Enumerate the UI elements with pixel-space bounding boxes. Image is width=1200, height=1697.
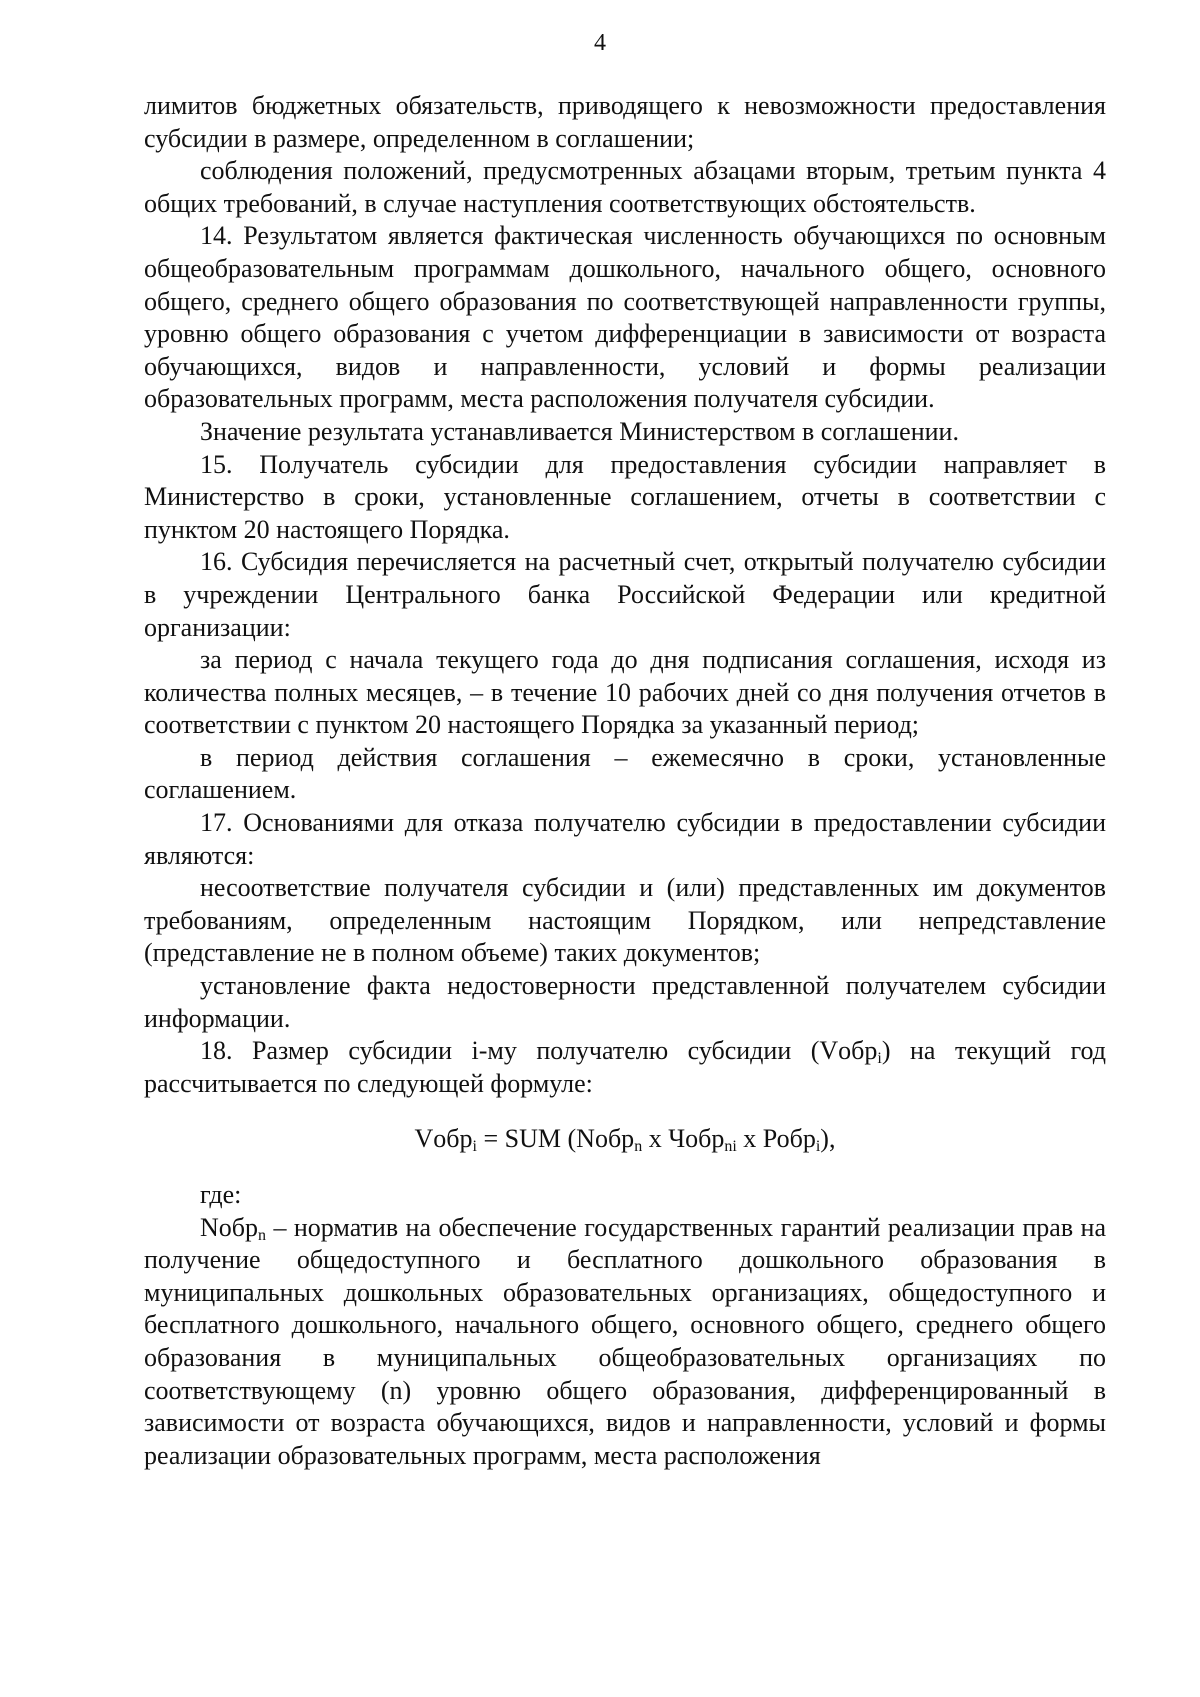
text-fragment: – норматив на обеспечение государственных гарантий реализации прав на получение общедоступного и бесплатного дошкольного образования в муниципальных дошкольных образовательных организациях, общедоступного и бесплатного дошкольного, начального общего, основного общего, среднего общего образования в муниципальных общеобразовательных организациях по соответствующему (n) уровню общего образования, дифференцированный в зависимости от возраста обучающихся, видов и направленности, условий и формы реализации образовательных программ, места расположения	[144, 1212, 1106, 1470]
paragraph-where: где:	[200, 1180, 242, 1209]
paragraph-result-value: Значение результата устанавливается Министерством в соглашении.	[200, 416, 959, 446]
formula-term: x Чобр	[642, 1124, 725, 1154]
subscript: i	[877, 1050, 882, 1068]
subscript: n	[258, 1226, 267, 1244]
document-body	[144, 90, 1106, 1472]
formula-term: Vобр	[414, 1124, 473, 1154]
formula-term: x Робр	[736, 1124, 816, 1154]
formula-subscript: ni	[724, 1138, 737, 1156]
paragraph-period-agreement: в период действия соглашения – ежемесячно в сроки, установленные соглашением.	[144, 742, 1106, 805]
text-fragment: ) на текущий год рассчитывается по следующей формуле:	[144, 1036, 1106, 1098]
paragraph-inaccuracy: установление факта недостоверности представленной получателем субсидии информации.	[144, 971, 1106, 1033]
text-fragment: Nобр	[200, 1212, 259, 1242]
paragraph-budget-limits: лимитов бюджетных обязательств, приводящего к невозможности предоставления субсидии в размере, определенном в соглашении;	[144, 91, 1106, 153]
formula-term: ),	[820, 1124, 836, 1154]
paragraph-14-result: 14. Результатом является фактическая численность обучающихся по основным общеобразовательным программам дошкольного, начального общего, основного общего, среднего общего образования по соответствующей направленности группы, уровню общего образования с учетом дифференциации в зависимости от возраста обучающихся, видов и направленности, условий и формы реализации образовательных программ, места расположения получателя субсидии.	[144, 221, 1106, 414]
text-fragment: 18. Размер субсидии i-му получателю субсидии (Vобр	[200, 1036, 878, 1066]
page-number: 4	[594, 30, 606, 56]
paragraph-compliance: соблюдения положений, предусмотренных абзацами вторым, третьим пункта 4 общих требований, в случае наступления соответствующих обстоятельств.	[144, 156, 1106, 218]
paragraph-16-transfer: 16. Субсидия перечисляется на расчетный счет, открытый получателю субсидии в учреждении Центрального банка Российской Федерации или кредитной организации:	[144, 547, 1106, 642]
paragraph-noncompliance: несоответствие получателя субсидии и (или) представленных им документов требованиям, определенным настоящим Порядком, или непредставление (представление не в полном объеме) таких документов;	[144, 873, 1106, 968]
paragraph-period-start: за период с начала текущего года до дня подписания соглашения, исходя из количества полных месяцев, – в течение 10 рабочих дней со дня получения отчетов в соответствии с пунктом 20 настоящего Порядка за указанный период;	[144, 645, 1106, 740]
formula-term: = SUM (Nобр	[477, 1124, 635, 1154]
formula-subscript: i	[472, 1138, 477, 1156]
formula-subscript: n	[634, 1138, 643, 1156]
paragraph-17-refusal: 17. Основаниями для отказа получателю субсидии в предоставлении субсидии являются:	[144, 808, 1106, 870]
paragraph-18-size	[144, 1035, 1106, 1100]
formula	[144, 1123, 1106, 1156]
formula-subscript: i	[815, 1138, 821, 1156]
paragraph-nobr-definition	[144, 1212, 1106, 1473]
paragraph-15-reports: 15. Получатель субсидии для предоставления субсидии направляет в Министерство в сроки, установленные соглашением, отчеты в соответствии с пунктом 20 настоящего Порядка.	[144, 449, 1106, 544]
